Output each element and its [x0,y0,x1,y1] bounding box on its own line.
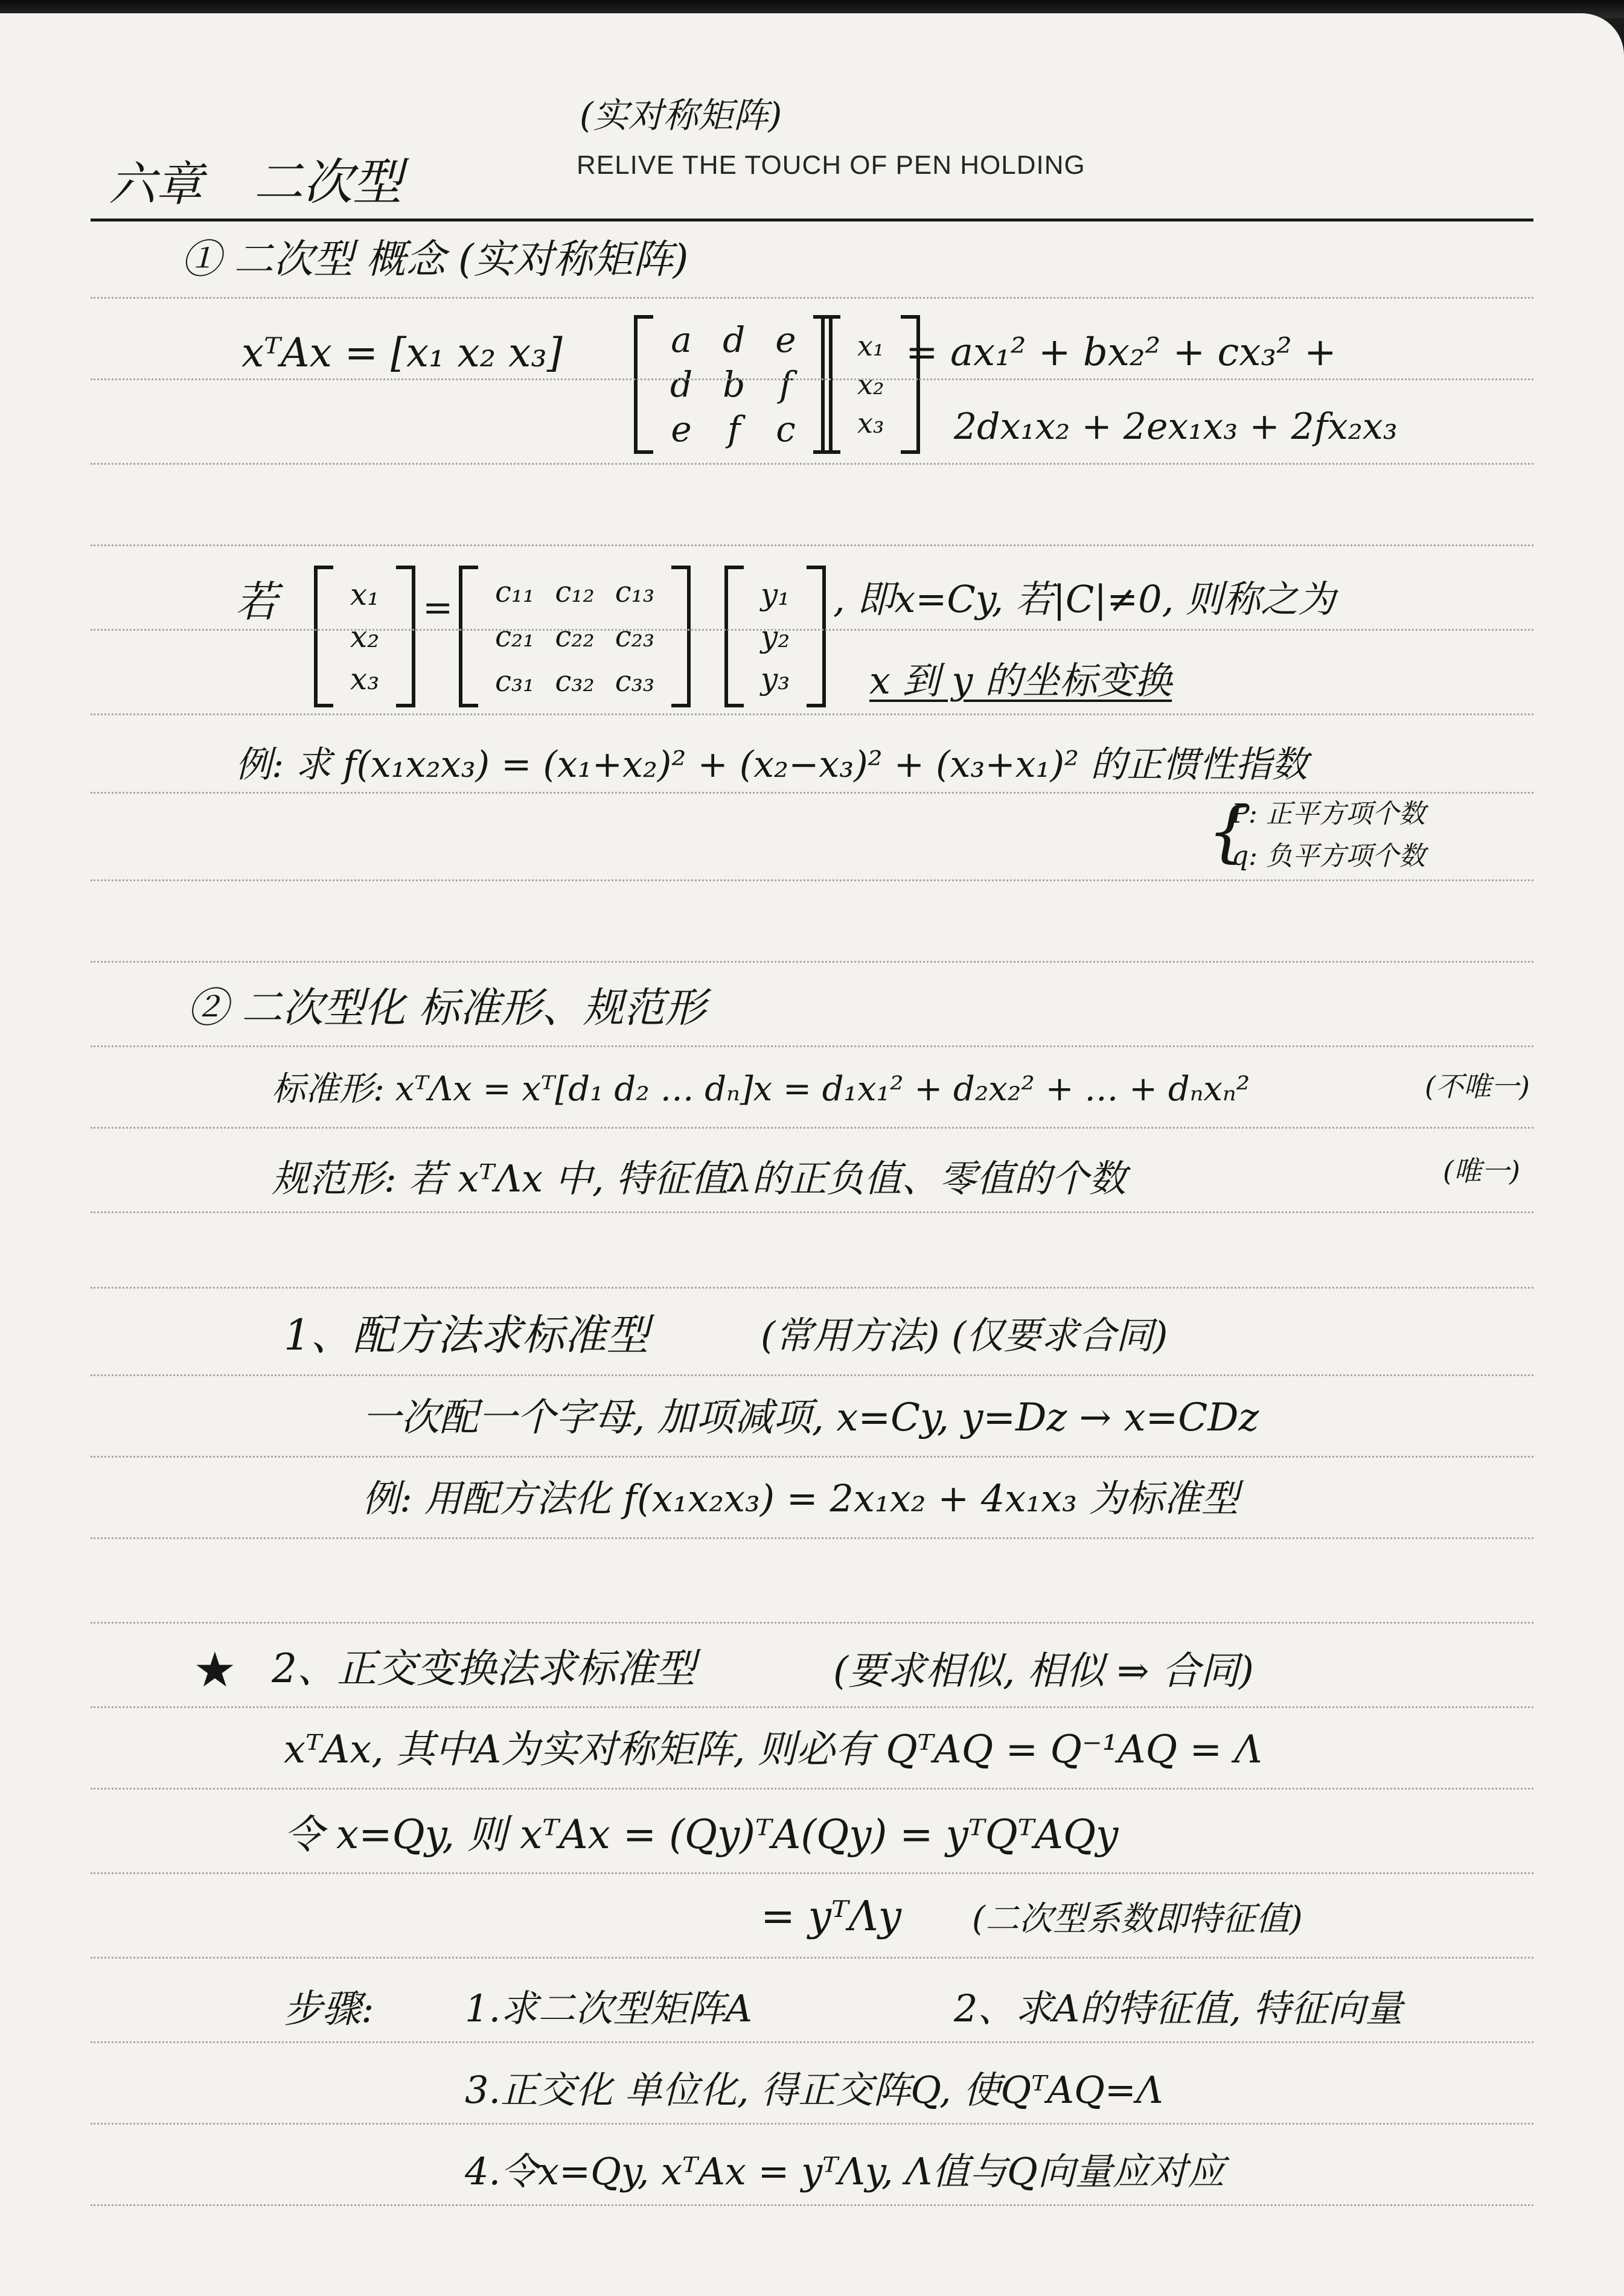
rule-line [91,713,1533,715]
quadratic-form-right-1: = ax₁² + bx₂² + cx₃² + [906,330,1337,375]
vector-bracket-left [314,566,333,707]
section2-heading: ② 二次型化 标准形、规范形 [187,984,706,1032]
steps-label: 步骤: [284,1987,374,2032]
vector-bracket-left [724,566,744,707]
matrix-c-entry: c₁₁ [495,575,535,609]
matrix-a-entry: d [723,319,746,360]
matrix-c-entry: c₁₃ [615,575,655,609]
equals-sign: = [423,587,453,629]
brace-icon: { [1207,792,1250,870]
rule-line [91,1045,1533,1047]
vector-bracket-left [821,315,840,454]
rule-line [91,2204,1533,2206]
vector-x-entry: x₁ [857,330,884,362]
method2-line3: = yᵀΛy [761,1893,902,1940]
vector-y-entry: y₂ [761,619,790,654]
rule-line [91,1456,1533,1458]
example-note-p: P: 正平方项个数 [1232,799,1425,829]
rule-line [91,629,1533,631]
vector-x-entry: x₃ [857,407,884,439]
vector-y [724,566,826,707]
method2-line1: xᵀAx, 其中A为实对称矩阵, 则必有 QᵀAQ = Q⁻¹AQ = Λ [284,1727,1262,1772]
top-note: (实对称矩阵) [580,95,782,136]
matrix-c-entry: c₂₂ [555,619,595,654]
matrix-a-entry: b [723,364,746,405]
matrix-c-entry: c₃₁ [495,664,535,698]
vector-x-entry: x₃ [350,661,380,697]
brand-text: RELIVE THE TOUCH OF PEN HOLDING [577,150,1085,180]
rule-line [91,1127,1533,1129]
matrix-a-entry: d [670,364,693,405]
vector-y-entry: y₁ [761,576,790,612]
header-rule [91,218,1533,222]
vector-x-entry: x₂ [857,368,884,401]
rule-line [91,1211,1533,1213]
matrix-a [634,315,833,454]
method2-title: 2、正交变换法求标准型 [272,1645,695,1692]
rule-line [91,378,1533,380]
method1-example: 例: 用配方法化 f(x₁x₂x₃) = 2x₁x₂ + 4x₁x₃ 为标准型 [362,1476,1239,1520]
rule-line [91,1374,1533,1376]
standard-note: (不唯一) [1425,1070,1530,1103]
example-1: 例: 求 f(x₁x₂x₃) = (x₁+x₂)² + (x₂−x₃)² + (x₃+x₁)² 的正惯性指数 [235,744,1308,786]
quadratic-form-right-2: 2dx₁x₂ + 2ex₁x₃ + 2fx₂x₃ [954,406,1398,448]
step-2: 2、求A的特征值, 特征向量 [954,1986,1403,2030]
rule-line [91,2041,1533,2043]
matrix-c-entry: c₃₂ [555,664,595,698]
vector-x-entry: x₂ [350,619,380,654]
vector-bracket-right [807,566,826,707]
method2-line3-note: (二次型系数即特征值) [972,1899,1303,1939]
matrix-c-entry: c₂₃ [615,619,655,654]
rule-line [91,1706,1533,1708]
chapter-label: 六章 [109,158,203,212]
matrix-a-entry: f [779,364,793,405]
method1-line1: 一次配一个字母, 加项减项, x=Cy, y=Dz → x=CDz [362,1395,1259,1440]
rule-line [91,1788,1533,1790]
method1-note: (常用方法) (仅要求合同) [761,1313,1168,1357]
matrix-bracket-right [671,566,691,707]
example-note-q: q: 负平方项个数 [1232,841,1425,872]
rule-line [91,792,1533,794]
method2-line2: 令 x=Qy, 则 xᵀAx = (Qy)ᵀA(Qy) = yᵀQᵀAQy [284,1811,1119,1858]
quadratic-form-left: xᵀAx = [x₁ x₂ x₃] [241,330,563,376]
method1-title: 1、配方法求标准型 [284,1310,649,1360]
chapter-title: 二次型 [254,154,402,211]
matrix-c-entry: c₃₃ [615,664,655,698]
step-3: 3.正交化 单位化, 得正交阵Q, 使QᵀAQ=Λ [465,2068,1163,2112]
rule-line [91,1872,1533,1874]
step-4: 4.令x=Qy, xᵀAx = yᵀΛy, Λ值与Q向量应对应 [465,2149,1225,2193]
rule-line [91,1287,1533,1289]
matrix-c [459,566,691,707]
matrix-c-entry: c₂₁ [495,619,535,654]
matrix-c-entry: c₁₂ [555,575,595,609]
transform-text-2: x 到 y 的坐标变换 [869,659,1172,703]
rule-line [91,1957,1533,1959]
rule-line [91,1622,1533,1624]
rule-line [91,544,1533,546]
rule-line [91,297,1533,299]
rule-line [91,2123,1533,2125]
matrix-a-entry: c [776,409,796,450]
matrix-a-entry: e [671,409,692,450]
rule-line [91,1537,1533,1539]
vector-y-entry: y₃ [761,661,790,697]
transform-text-1: , 即x=Cy, 若|C|≠0, 则称之为 [833,577,1336,621]
matrix-bracket-left [634,315,653,454]
section1-heading: ① 二次型 概念 (实对称矩阵) [181,236,689,282]
matrix-bracket-left [459,566,478,707]
notebook-page [0,13,1624,2296]
matrix-a-entry: a [671,319,692,360]
matrix-a-entry: f [727,409,741,450]
canonical-note: (唯一) [1443,1155,1520,1187]
step-1: 1.求二次型矩阵A [465,1986,752,2030]
rule-line [91,879,1533,881]
standard-form: 标准形: xᵀΛx = xᵀ[d₁ d₂ … dₙ]x = d₁x₁² + d₂x₂² + … + dₙxₙ² [272,1070,1250,1109]
rule-line [91,463,1533,465]
transform-prefix: 若 [235,577,278,627]
vector-x-transform [314,566,415,707]
star-icon: ★ [193,1642,237,1698]
method2-note: (要求相似, 相似 ⇒ 合同) [833,1649,1254,1694]
vector-bracket-right [396,566,415,707]
matrix-a-entry: e [775,319,796,360]
canonical-form: 规范形: 若 xᵀΛx 中, 特征值λ的正负值、零值的个数 [272,1156,1127,1201]
vector-x-entry: x₁ [350,576,380,612]
rule-line [91,961,1533,963]
